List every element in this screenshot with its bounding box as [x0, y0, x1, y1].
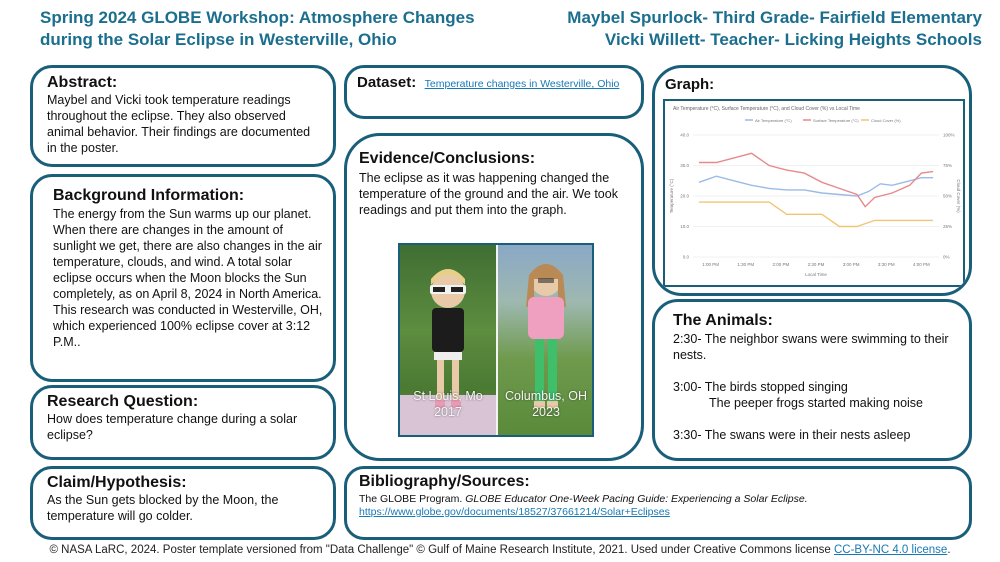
x-tick-label: 1:30 PM — [737, 262, 755, 267]
background-body: The energy from the Sun warms up our planet. When there are changes in the amount of sunlight we get, there are also changes in the air temperature, clouds, and wind. A total solar eclipse occurs when the Moon blocks the Sun completely, as on April 8, 2024 in North America. This research was conducted in Westerville, OH, which experienced 100% eclipse cover at 3:12 P.M.. — [53, 207, 323, 349]
photo-right-half — [498, 245, 594, 435]
poster-title — [40, 7, 540, 51]
y-tick-label: 0.0 — [682, 254, 689, 260]
research-body: How does temperature change during a solar eclipse? — [47, 412, 298, 442]
x-tick-label: 1:00 PM — [702, 262, 719, 267]
animals-line-swans-asleep: 3:30- The swans were in their nests asleep — [673, 428, 911, 442]
temperature-chart — [665, 101, 963, 285]
poster-authors-line1: Maybel Spurlock- Third Grade- Fairfield Elementary — [567, 8, 982, 27]
abstract-body: Maybel and Vicki took temperature readings throughout the eclipse. They also observed animal behavior. Their findings are documented in the poster. — [47, 93, 311, 155]
poster-title-line1: Spring 2024 GLOBE Workshop: Atmosphere Changes — [40, 8, 475, 27]
abstract-panel — [30, 65, 336, 167]
claim-body: As the Sun gets blocked by the Moon, the temperature will go colder. — [47, 493, 279, 523]
y-tick-label: 20.0 — [680, 193, 689, 199]
dataset-link[interactable]: Temperature changes in Westerville, Ohio — [424, 78, 620, 90]
bibliography-panel — [344, 466, 972, 540]
animals-heading: The Animals: — [673, 312, 773, 329]
claim-panel — [30, 466, 336, 540]
x-tick-label: 2:00 PM — [772, 262, 790, 267]
eclipse-kids-photo — [398, 243, 594, 437]
license-link[interactable]: CC-BY-NC 4.0 license — [833, 544, 948, 556]
y-tick-label: 10.0 — [680, 224, 689, 229]
y2-axis-label: Cloud Cover (%) — [956, 179, 961, 213]
animals-line-birds: 3:00- The birds stopped singing — [673, 380, 848, 394]
graph-panel — [652, 65, 972, 296]
x-tick-label: 4:00 PM — [913, 262, 930, 267]
photo-left-caption: St Louis, Mo 2017 — [413, 389, 483, 419]
x-tick-label: 3:00 PM — [842, 262, 860, 267]
research-question-panel — [30, 385, 336, 460]
y-tick-label: 40.0 — [680, 132, 689, 138]
legend-label-air: Air Temperature (°C) — [755, 118, 792, 123]
background-heading: Background Information: — [53, 187, 245, 204]
poster-authors — [512, 7, 982, 51]
animals-line-swans-swimming: 2:30- The neighbor swans were swimming to their nests. — [673, 332, 949, 362]
poster-title-line2: during the Solar Eclipse in Westerville, Ohio — [40, 30, 397, 49]
y2-tick-label: 100% — [943, 132, 955, 138]
animals-panel — [652, 299, 972, 461]
photo-right-caption: Columbus, OH 2023 — [505, 389, 587, 419]
y-axis-label: Temperature (°C) — [669, 178, 674, 214]
background-panel — [30, 174, 336, 382]
photo-left-half — [400, 245, 496, 435]
series-line-surface — [699, 153, 933, 206]
claim-heading: Claim/Hypothesis: — [47, 474, 187, 491]
evidence-body: The eclipse as it was happening changed the temperature of the ground and the air. We took readings and put them into the graph. — [359, 171, 618, 217]
abstract-heading: Abstract: — [47, 74, 118, 91]
animals-line-frogs: The peeper frogs started making noise — [709, 396, 924, 410]
bibliography-url-link[interactable]: https://www.globe.gov/documents/18527/37661214/Solar+Eclipses — [359, 506, 670, 518]
graph-frame — [663, 99, 965, 287]
legend-label-cloud: Cloud Cover (%) — [871, 118, 901, 123]
research-heading: Research Question: — [47, 393, 199, 410]
y2-tick-label: 0% — [943, 254, 950, 260]
poster-authors-line2: Vicki Willett- Teacher- Licking Heights Schools — [604, 30, 982, 49]
x-axis-label: Local Time — [805, 272, 827, 277]
evidence-panel — [344, 133, 644, 461]
series-line-cloud — [699, 202, 933, 226]
y-tick-label: 30.0 — [680, 163, 689, 168]
bibliography-heading: Bibliography/Sources: — [359, 473, 530, 490]
y2-tick-label: 75% — [943, 163, 953, 168]
y2-tick-label: 50% — [943, 193, 953, 199]
legend-label-surface: Surface Temperature (°C) — [813, 118, 859, 123]
dataset-panel — [344, 65, 644, 119]
x-tick-label: 3:30 PM — [877, 262, 895, 267]
footer-credit: © NASA LaRC, 2024. Poster template versioned from "Data Challenge" © Gulf of Maine Research Institute, 2021. Used under Creative Commons license CC-BY-NC 4.0 license. — [49, 544, 951, 556]
dataset-heading: Dataset: — [357, 74, 417, 91]
evidence-heading: Evidence/Conclusions: — [359, 150, 536, 167]
x-tick-label: 2:30 PM — [807, 262, 825, 267]
y2-tick-label: 25% — [943, 224, 953, 229]
bibliography-citation: The GLOBE Program. GLOBE Educator One-Week Pacing Guide: Experiencing a Solar Eclipse. — [359, 493, 808, 505]
graph-heading: Graph: — [665, 76, 715, 93]
chart-title: Air Temperature (°C), Surface Temperature (°C), and Cloud Cover (%) vs Local Time — [673, 106, 860, 112]
